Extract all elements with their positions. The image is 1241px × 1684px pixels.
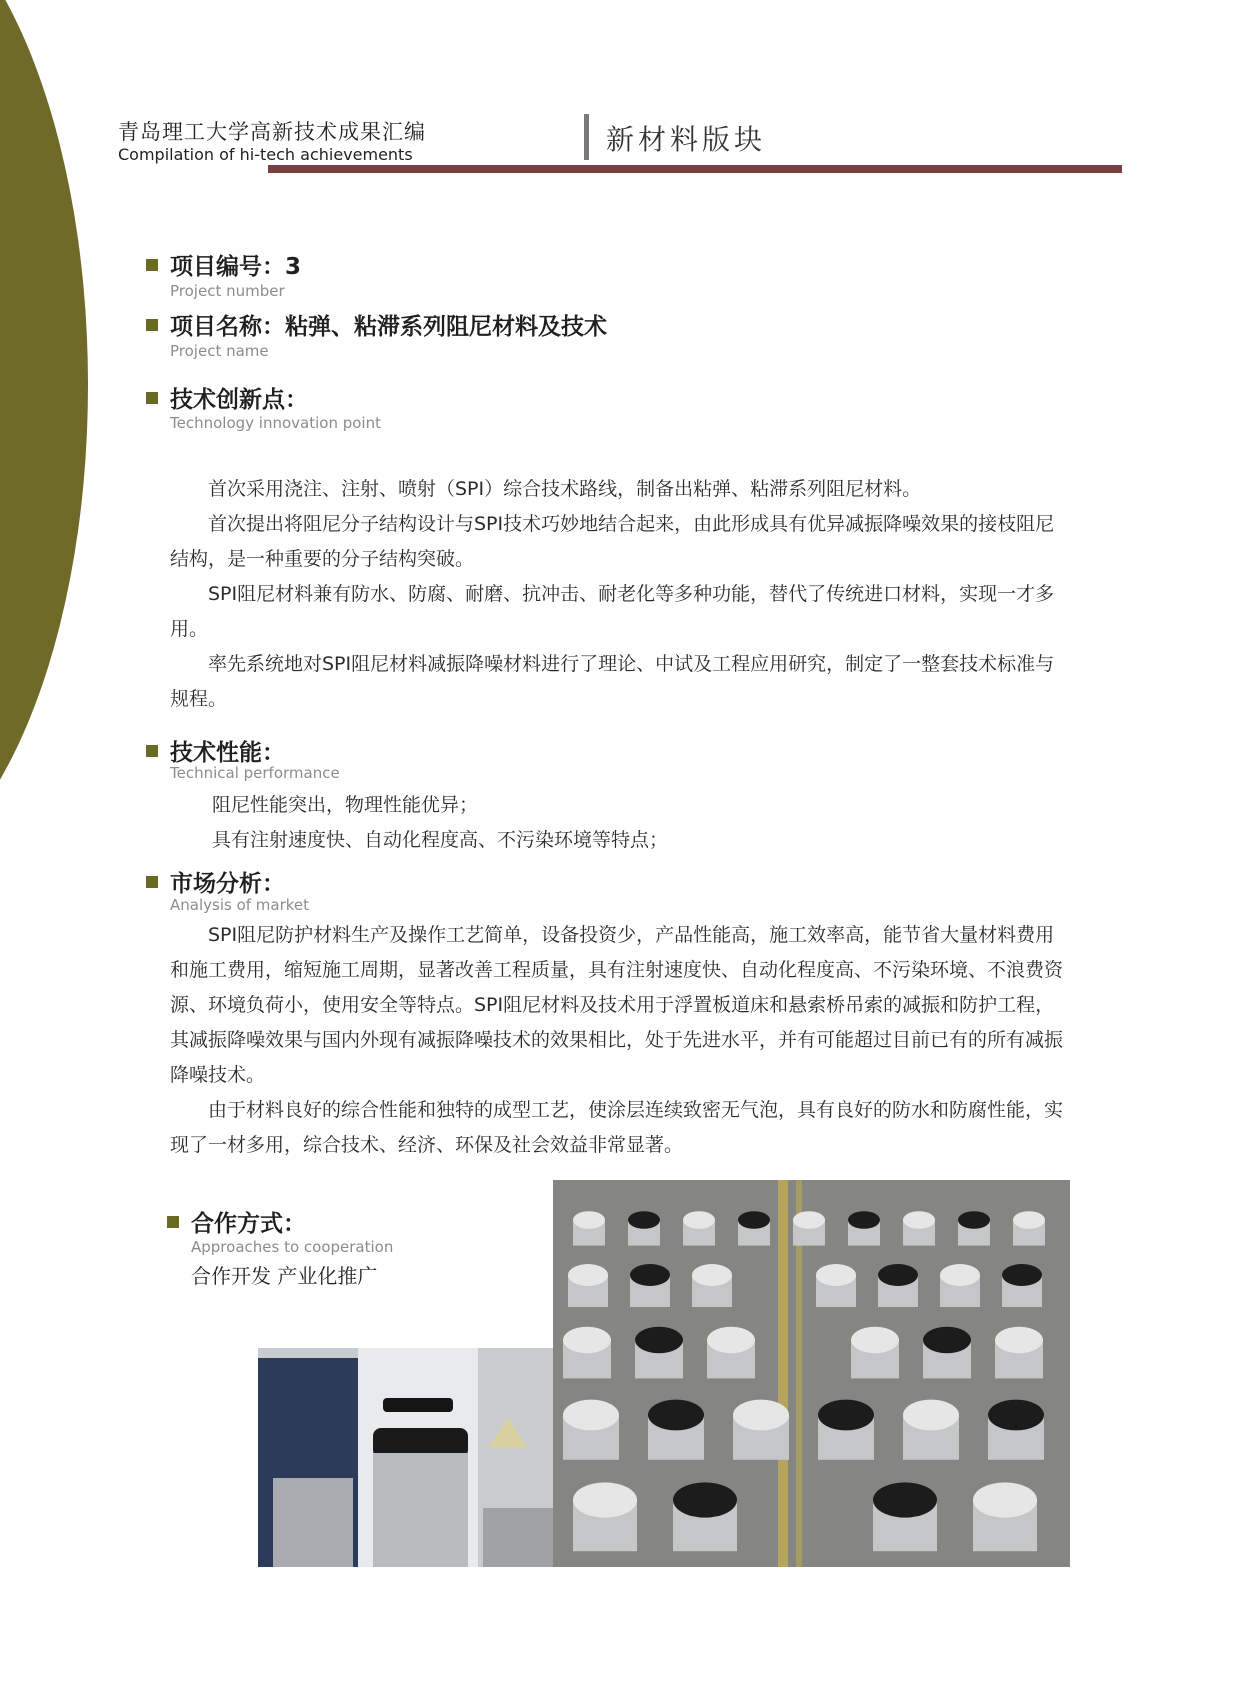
innovation-paragraph: SPI阻尼材料兼有防水、防腐、耐磨、抗冲击、耐老化等多种功能，替代了传统进口材料，实现一才多用。 <box>170 583 1055 640</box>
market-label: 市场分析： <box>170 871 285 897</box>
header-divider <box>584 114 589 160</box>
header-title-en: Compilation of hi-tech achievements <box>118 145 413 164</box>
cooperation-en: Approaches to cooperation <box>191 1238 394 1256</box>
header-rule <box>268 165 1122 173</box>
product-storage-photo <box>553 1180 1070 1567</box>
market-paragraph: SPI阻尼防护材料生产及操作工艺简单，设备投资少，产品性能高，施工效率高，能节省大量材料费用和施工费用，缩短施工周期，显著改善工程质量，具有注射速度快、自动化程度高、不污染环境、不浪费资源、环境负荷小，使用安全等特点。SPI阻尼材料及技术用于浮置板道床和悬索桥吊索的减振和防护工程，其减振降噪效果与国内外现有减振降噪技术的效果相比，处于先进水平，并有可能超过目前已有的所有减振降噪技术。 <box>170 924 1064 1086</box>
innovation-heading <box>146 381 308 414</box>
cooperation-value: 合作开发 产业化推广 <box>191 1264 378 1288</box>
innovation-en: Technology innovation point <box>170 414 381 432</box>
photo-drawing <box>553 1180 1070 1567</box>
can-top <box>793 1211 825 1229</box>
can-top <box>958 1211 990 1229</box>
can-top <box>923 1327 971 1353</box>
square-bullet-icon <box>146 259 158 271</box>
market-heading <box>146 865 285 898</box>
can-top <box>648 1400 704 1431</box>
can-top <box>1013 1211 1045 1229</box>
square-bullet-icon <box>146 319 158 331</box>
can-top <box>1002 1264 1042 1286</box>
can-top <box>563 1400 619 1431</box>
innovation-paragraph: 首次提出将阻尼分子结构设计与SPI技术巧妙地结合起来，由此形成具有优异减振降噪效果的接枝阻尼结构，是一种重要的分子结构突破。 <box>170 513 1055 570</box>
can-top <box>568 1264 608 1286</box>
can-top <box>573 1482 637 1517</box>
cooperation-label: 合作方式： <box>191 1211 306 1237</box>
performance-line: 阻尼性能突出，物理性能优异； <box>212 794 479 816</box>
can-top <box>573 1211 605 1229</box>
can-top <box>707 1327 755 1353</box>
can-top <box>940 1264 980 1286</box>
square-bullet-icon <box>146 745 158 757</box>
performance-heading <box>146 734 285 767</box>
can-top <box>683 1211 715 1229</box>
decorative-olive-shape <box>0 0 88 890</box>
market-paragraph: 由于材料良好的综合性能和独特的成型工艺，使涂层连续致密无气泡，具有良好的防水和防腐性能，实现了一材多用，综合技术、经济、环保及社会效益非常显著。 <box>170 1099 1064 1156</box>
can-top <box>851 1327 899 1353</box>
can-top <box>873 1482 937 1517</box>
can-top <box>816 1264 856 1286</box>
project-name-heading <box>146 308 607 341</box>
can-top <box>630 1264 670 1286</box>
square-bullet-icon <box>167 1216 179 1228</box>
machine-operation-photo <box>258 1348 553 1567</box>
project-number-heading <box>146 248 301 281</box>
can-top <box>673 1482 737 1517</box>
can-top <box>818 1400 874 1431</box>
can-top <box>878 1264 918 1286</box>
header-title-cn: 青岛理工大学高新技术成果汇编 <box>118 120 426 144</box>
can-top <box>848 1211 880 1229</box>
section-tag: 新材料版块 <box>606 123 767 156</box>
can-top <box>733 1400 789 1431</box>
can-top <box>973 1482 1037 1517</box>
innovation-paragraph: 首次采用浇注、注射、喷射（SPI）综合技术路线，制备出粘弹、粘滞系列阻尼材料。 <box>208 478 922 500</box>
can-top <box>563 1327 611 1353</box>
can-top <box>692 1264 732 1286</box>
photo-drawing <box>258 1348 553 1567</box>
can-top <box>988 1400 1044 1431</box>
project-name-label: 项目名称：粘弹、粘滞系列阻尼材料及技术 <box>170 314 607 340</box>
performance-label: 技术性能： <box>170 740 285 766</box>
innovation-paragraph: 率先系统地对SPI阻尼材料减振降噪材料进行了理论、中试及工程应用研究，制定了一整套技术标准与规程。 <box>170 653 1055 710</box>
market-en: Analysis of market <box>170 896 310 914</box>
square-bullet-icon <box>146 876 158 888</box>
project-number-label: 项目编号：3 <box>170 254 302 280</box>
cooperation-heading <box>167 1205 306 1238</box>
project-name-en: Project name <box>170 342 269 360</box>
innovation-label: 技术创新点： <box>170 387 308 413</box>
project-number-en: Project number <box>170 282 285 300</box>
can-top <box>738 1211 770 1229</box>
can-top <box>995 1327 1043 1353</box>
can-top <box>628 1211 660 1229</box>
can-top <box>635 1327 683 1353</box>
square-bullet-icon <box>146 392 158 404</box>
can-top <box>903 1211 935 1229</box>
performance-line: 具有注射速度快、自动化程度高、不污染环境等特点； <box>212 829 669 851</box>
can-top <box>903 1400 959 1431</box>
performance-en: Technical performance <box>170 764 340 782</box>
